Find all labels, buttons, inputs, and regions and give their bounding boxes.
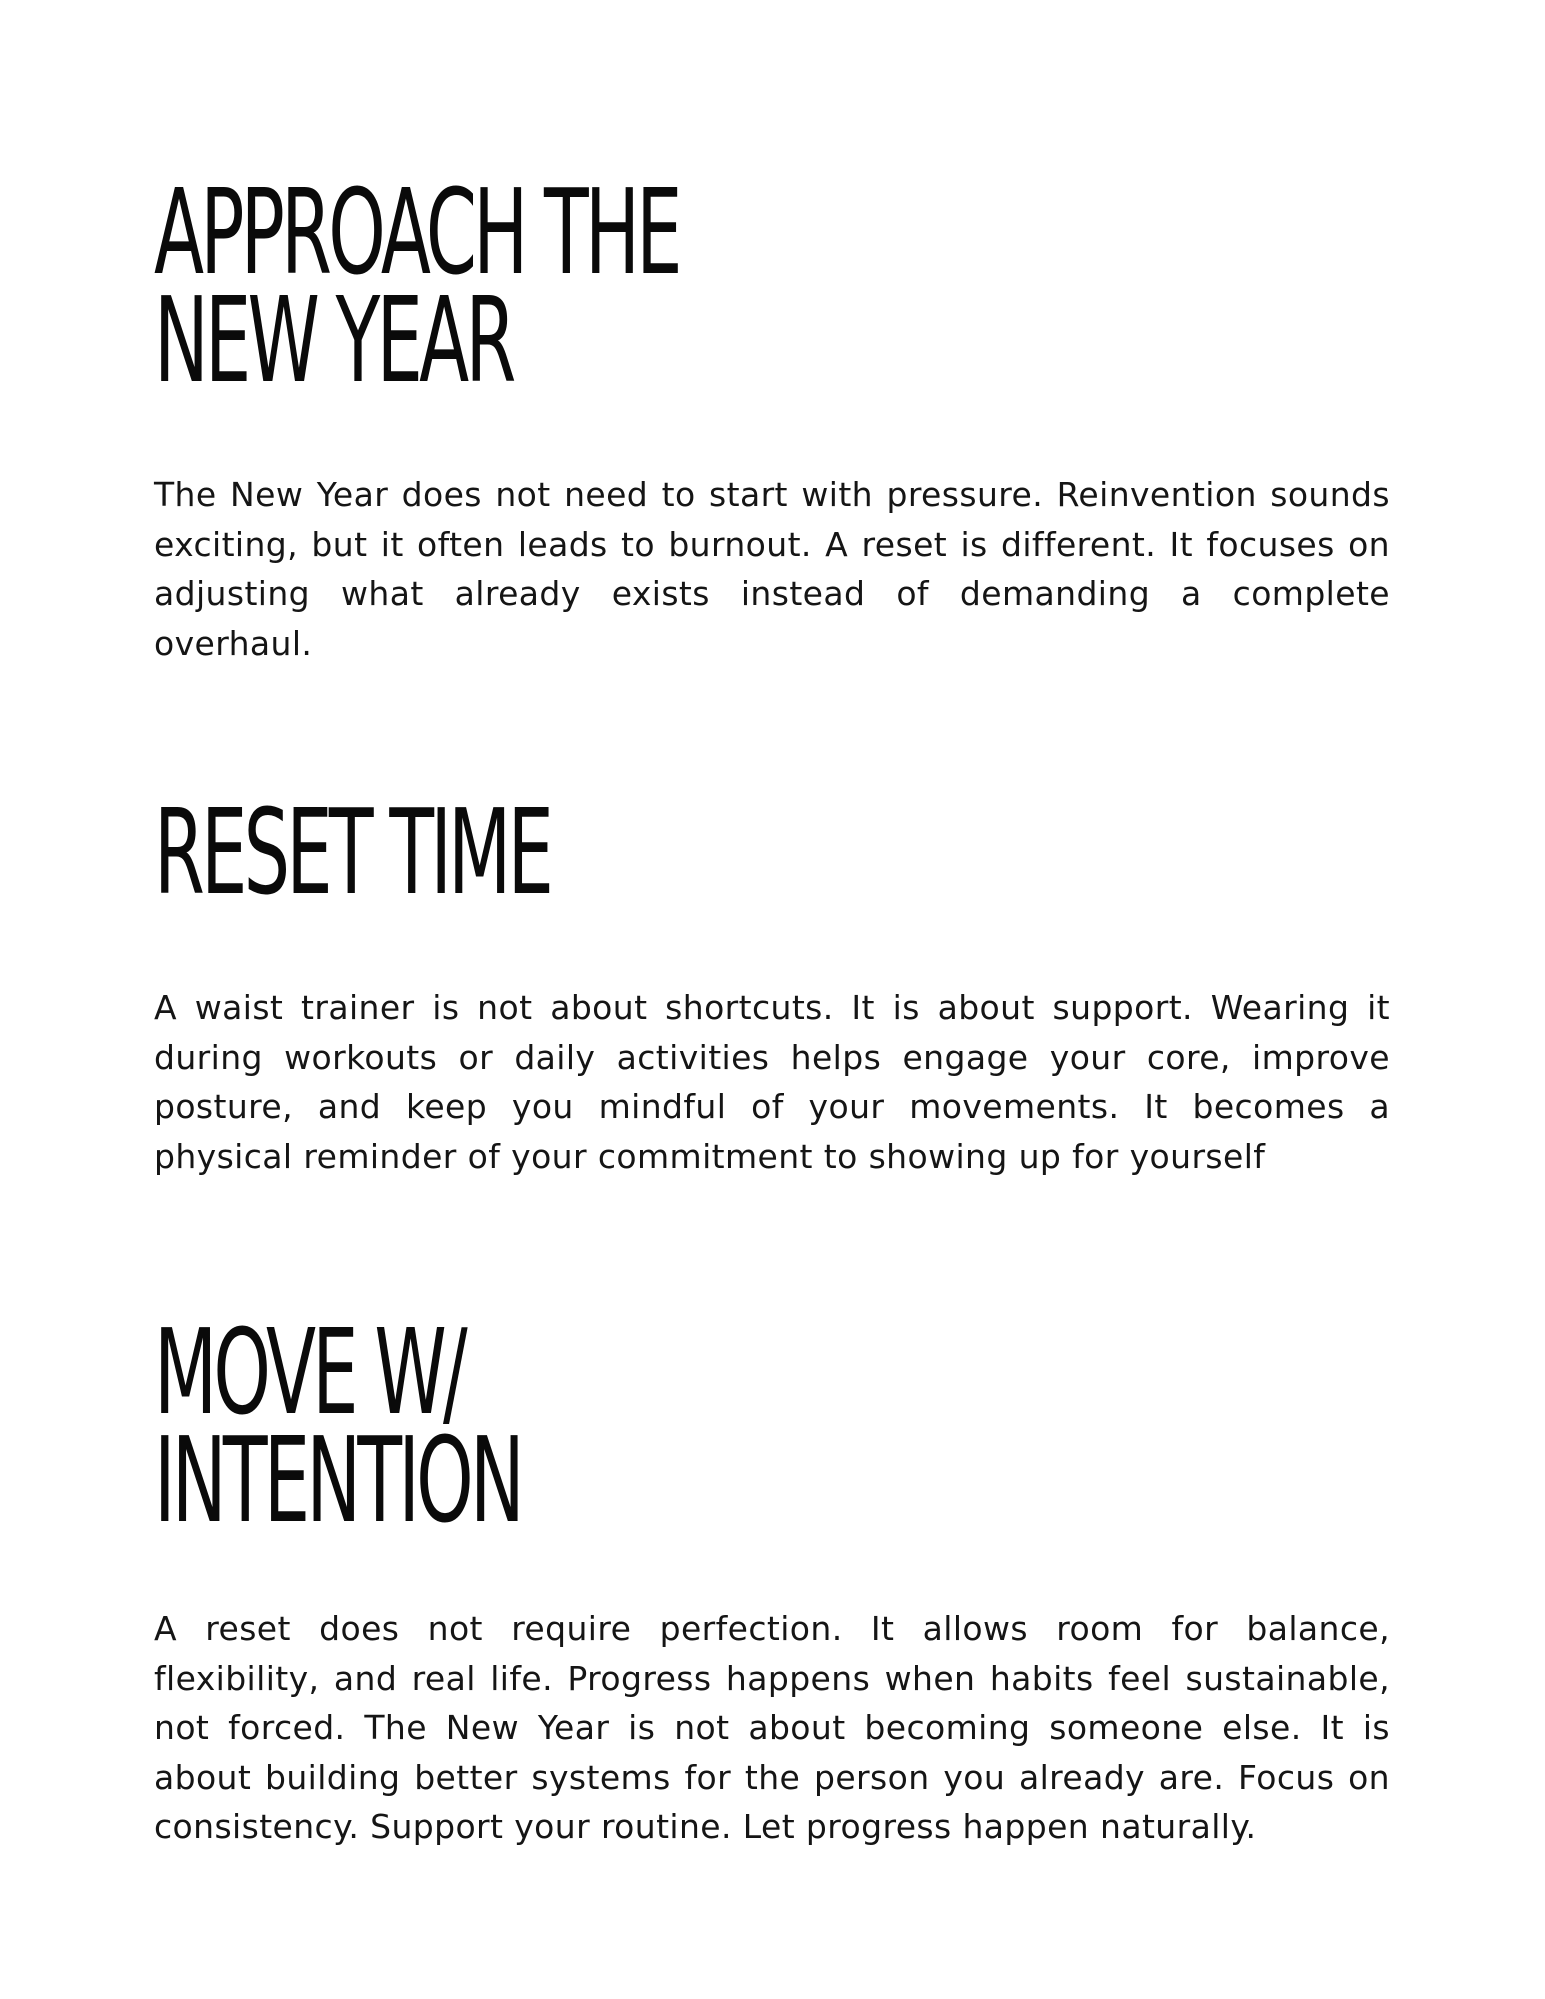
section-approach-new-year [154,163,1390,409]
section-heading [154,163,920,409]
heading-line: INTENTION [154,1411,522,1549]
section-heading [154,783,920,921]
section-paragraph: A waist trainer is not about shortcuts. It is about support. Wearing it during workouts or daily activities helps engage your core, improve posture, and keep you mindful of your movements. It becomes a physical reminder of your commitment to showing up for yourself [154,988,1390,1176]
document-page [154,0,1390,1999]
heading-line: MOVE W/ [154,1303,464,1441]
heading-line: APPROACH THE [154,163,679,301]
heading-line: RESET TIME [154,783,551,921]
section-paragraph: A reset does not require perfection. It allows room for balance, flexibility, and real life. Progress happens when habits feel sustainable, not forced. The New Year is not about becoming someone else. It is about building better systems for the person you already are. Focus on consistency. Support your routine. Let progress happen naturally. [154,1609,1390,1846]
section-paragraph: The New Year does not need to start with pressure. Reinvention sounds exciting, but it often leads to burnout. A reset is different. It focuses on adjusting what already exists instead of demanding a complete overhaul. [154,475,1390,663]
heading-line: NEW YEAR [154,271,513,409]
section-move-with-intention [154,1303,1390,1549]
section-reset-time [154,783,1390,921]
section-heading [154,1303,920,1549]
